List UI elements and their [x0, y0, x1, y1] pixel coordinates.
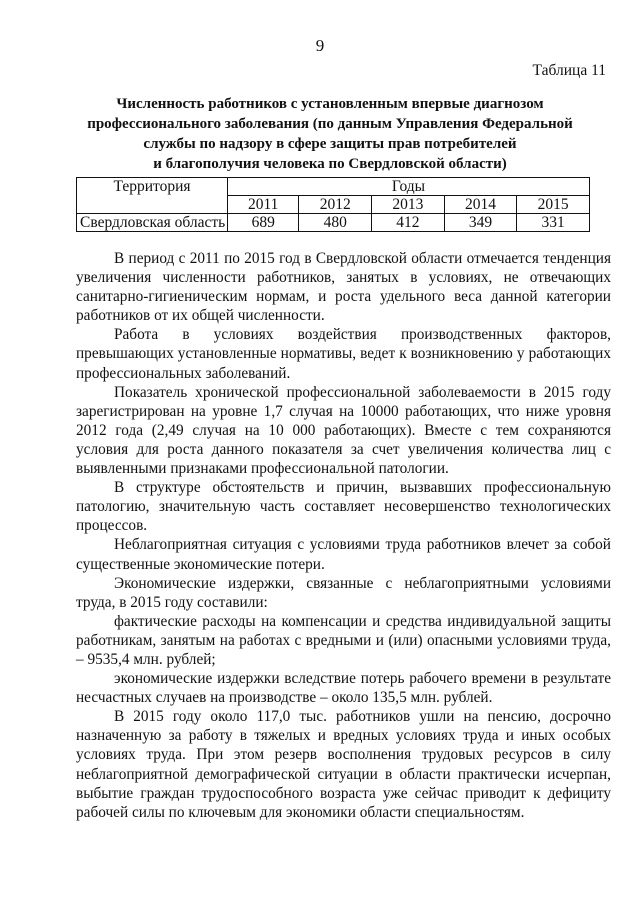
paragraph: Неблагоприятная ситуация с условиями труда работников влечет за собой существенные экономические потери. [76, 536, 611, 573]
table-row [77, 214, 590, 232]
paragraph: Показатель хронической профессиональной заболеваемости в 2015 году зарегистрирован на уровне 1,7 случая на 10000 работающих, что ниже уровня 2012 года (2,49 случая на 10 000 работающих). Вместе с тем сохраняются условия для роста данного показателя за счет увеличения количества лиц с выявленными признаками профессиональной патологии. [76, 383, 611, 478]
workers-table [76, 177, 590, 232]
page-number: 9 [315, 36, 325, 55]
table-label: Таблица 11 [532, 62, 606, 79]
year-cell: 2013 [372, 196, 445, 214]
paragraph: В 2015 году около 117,0 тыс. работников ушли на пенсию, досрочно назначенную за работу в тяжелых и вредных условиях труда и иных особых условиях труда. При этом резерв восполнения трудовых ресурсов в силу неблагоприятной демографической ситуации в области практически исчерпан, выбытие граждан трудоспособного возраста уже сейчас приводит к дефициту рабочей силы по ключевым для экономики области специальностям. [76, 708, 611, 821]
paragraph: В структуре обстоятельств и причин, вызвавших профессиональную патологию, значительную часть составляет несовершенство технологических процессов. [76, 479, 611, 535]
paragraph: В период с 2011 по 2015 год в Свердловской области отмечается тенденция увеличения численности работников, занятых в условиях, не отвечающих санитарно-гигиеническим нормам, и роста удельного веса данной категории работников от их общей численности. [76, 250, 611, 325]
year-cell: 2015 [517, 196, 590, 214]
year-cell: 2014 [444, 196, 517, 214]
value-cell: 331 [517, 214, 590, 232]
value-cell: 349 [444, 214, 517, 232]
value-cell: 412 [372, 214, 445, 232]
header-territory: Территория [77, 178, 228, 214]
header-years: Годы [228, 178, 590, 196]
value-cell: 689 [228, 214, 299, 232]
year-cell: 2011 [228, 196, 299, 214]
paragraph: Работа в условиях воздействия производственных факторов, превышающих установленные нормативы, ведет к возникновению у работающих профессиональных заболеваний. [76, 326, 611, 382]
title-line: профессионального заболевания (по данным Управления Федеральной [87, 116, 573, 132]
body-text [76, 249, 611, 822]
title-line: службы по надзору в сфере защиты прав потребителей [143, 136, 517, 152]
title-line: и благополучия человека по Свердловской области) [153, 156, 507, 172]
paragraph: экономические издержки вследствие потерь рабочего времени в результате несчастных случаев на производстве – около 135,5 млн. рублей. [76, 670, 611, 707]
row-label: Свердловская область [77, 214, 228, 232]
paragraph: фактические расходы на компенсации и средства индивидуальной защиты работникам, занятым на работах с вредными и (или) опасными условиями труда, – 9535,4 млн. рублей; [76, 612, 611, 668]
table-title [60, 94, 600, 174]
value-cell: 480 [299, 214, 372, 232]
year-cell: 2012 [299, 196, 372, 214]
paragraph: Экономические издержки, связанные с неблагоприятными условиями труда, в 2015 году составили: [76, 574, 611, 611]
title-line: Численность работников с установленным впервые диагнозом [116, 96, 544, 112]
